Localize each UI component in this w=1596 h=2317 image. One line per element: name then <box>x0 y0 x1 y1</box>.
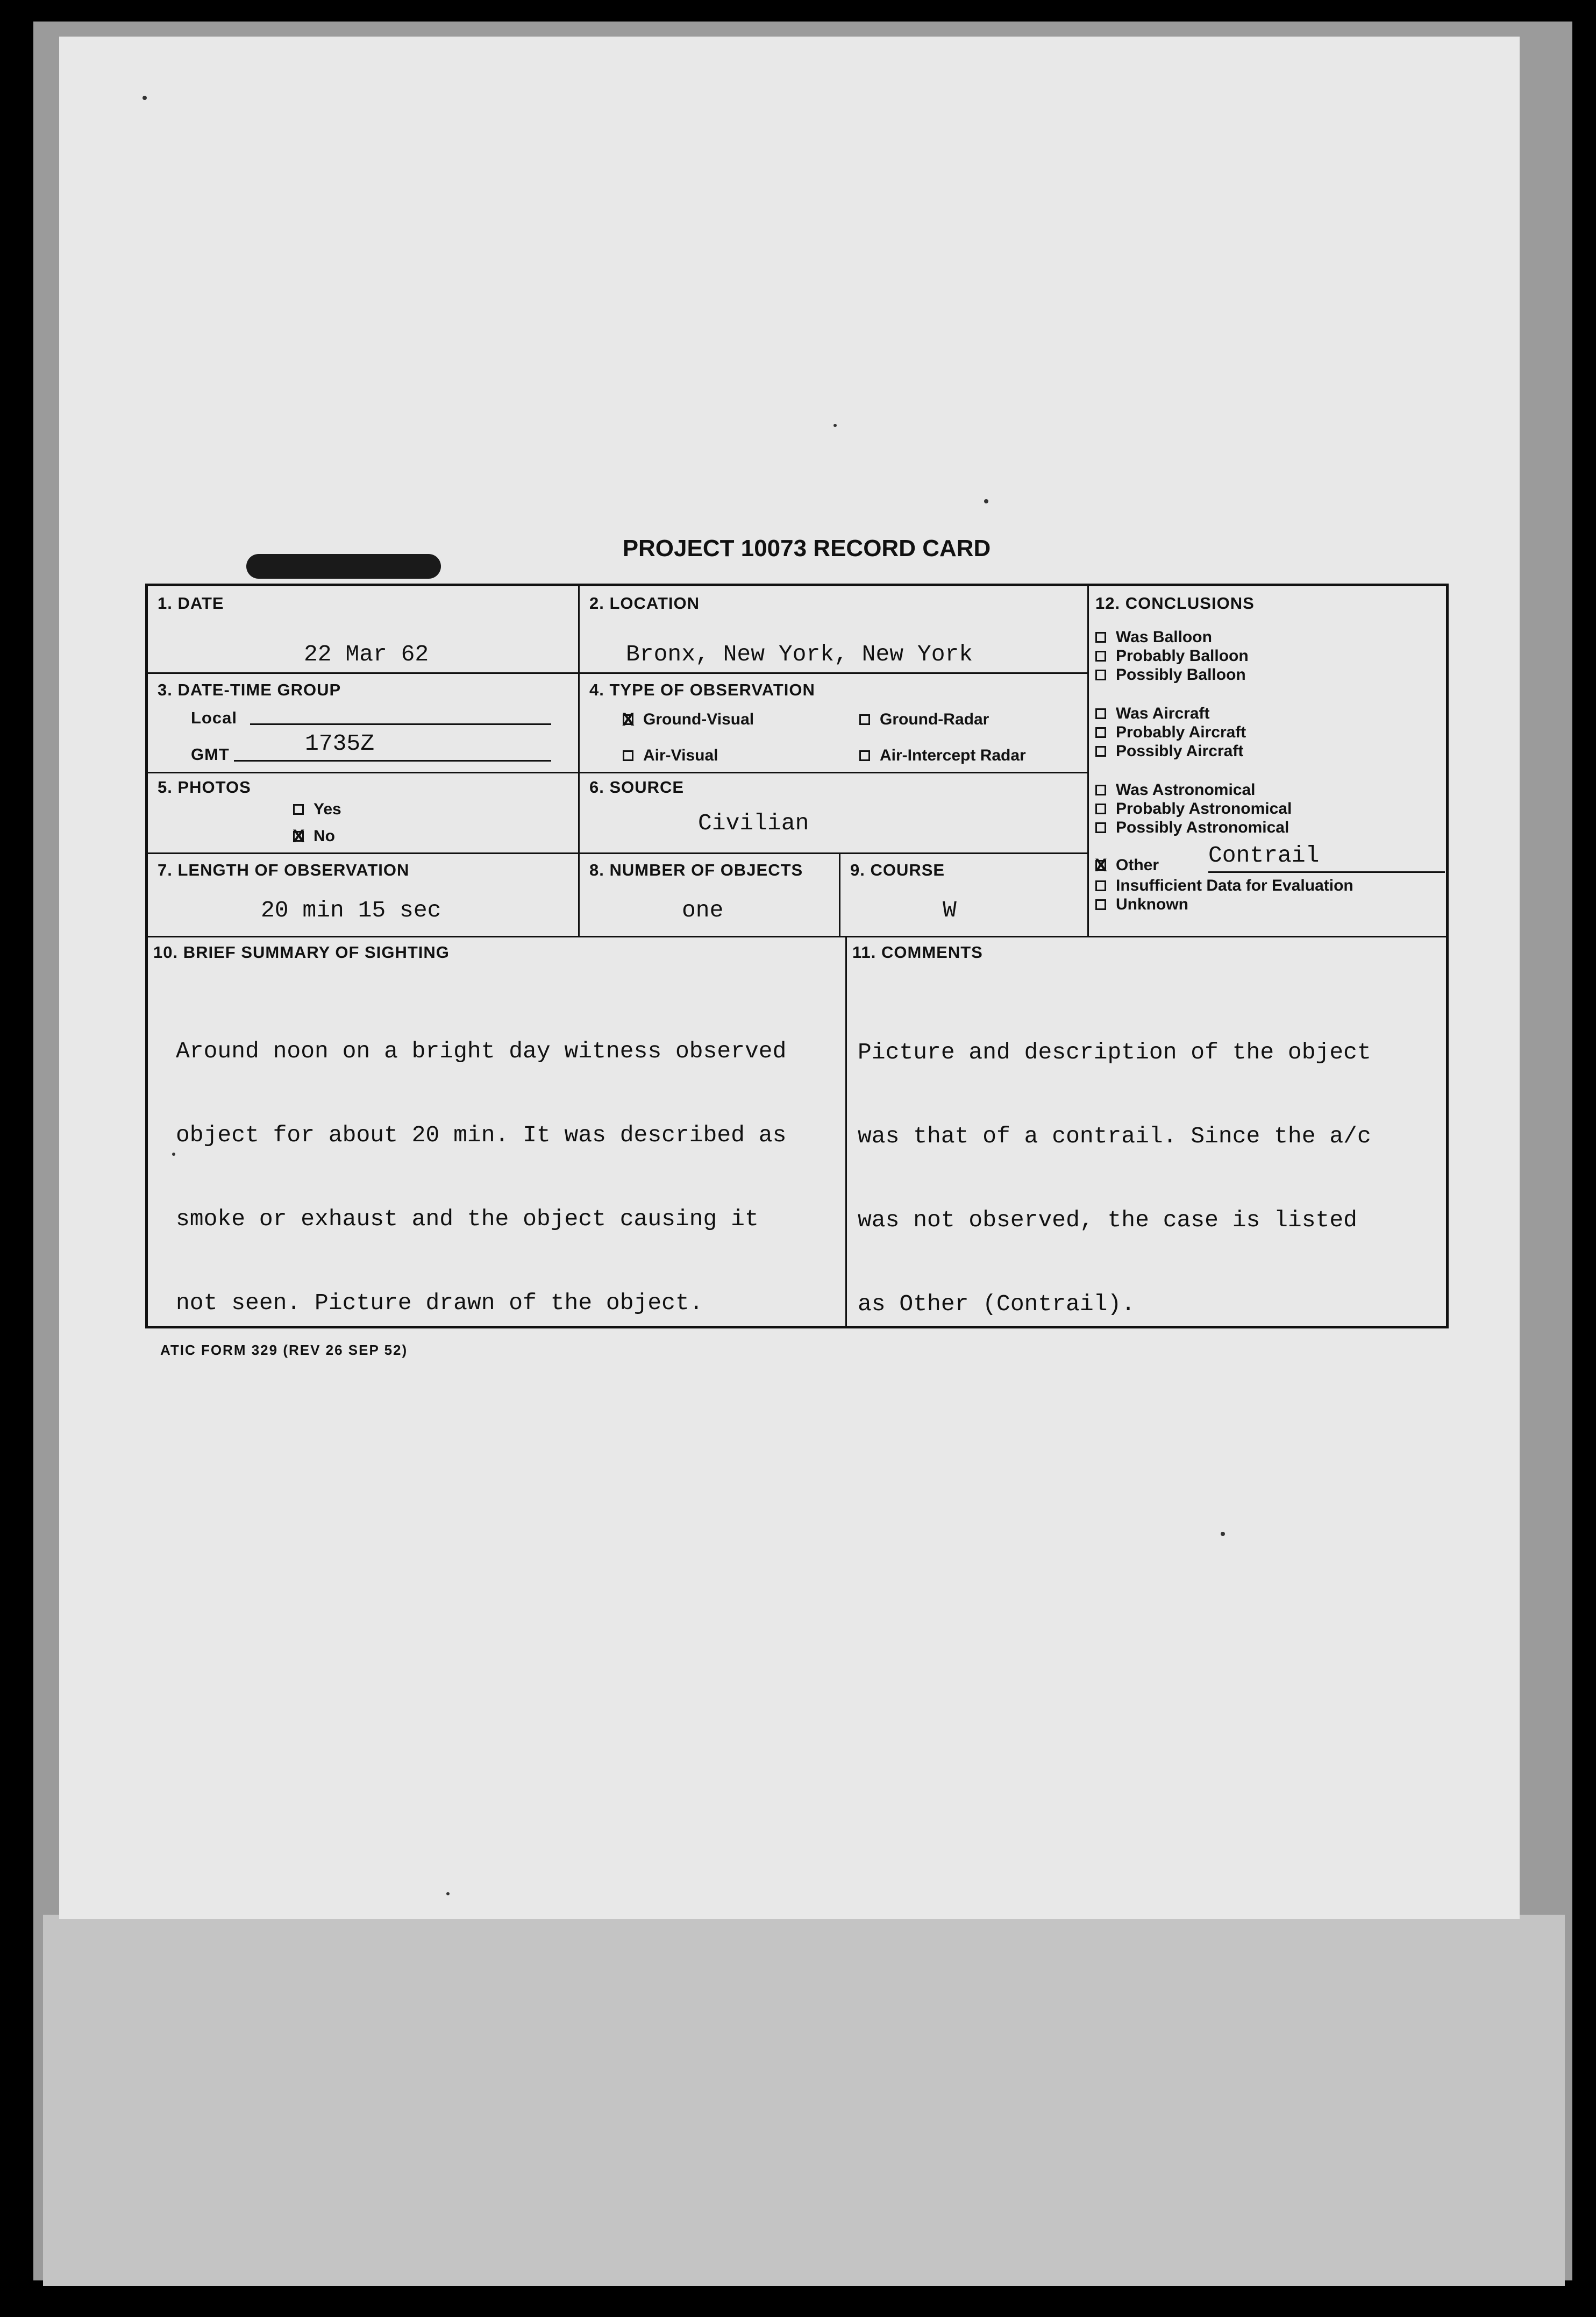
date-label: 1. DATE <box>158 594 224 613</box>
option-label: Probably Aircraft <box>1116 723 1246 741</box>
option-label: Ground-Radar <box>880 710 989 728</box>
comments-line: was not observed, the case is listed <box>858 1207 1357 1233</box>
option-label: Ground-Visual <box>643 710 754 728</box>
number-of-objects-label: 8. NUMBER OF OBJECTS <box>589 861 803 879</box>
comments-line: as Other (Contrail). <box>858 1291 1136 1317</box>
dust-speck <box>1221 1532 1225 1536</box>
option-no <box>293 827 335 845</box>
conclusion-probably-astronomical <box>1095 800 1292 818</box>
conclusion-unknown <box>1095 895 1188 914</box>
option-label: Air-Intercept Radar <box>880 747 1026 764</box>
summary-line: object for about 20 min. It was described as <box>176 1122 787 1148</box>
option-label: Unknown <box>1116 895 1188 913</box>
option-air-intercept-radar <box>859 747 1026 765</box>
option-yes <box>293 800 341 819</box>
option-ground-visual <box>623 710 754 729</box>
redaction-mark <box>246 554 441 579</box>
brief-summary-text <box>176 982 786 1373</box>
checkbox-checked-icon <box>623 714 633 725</box>
other-label: Other <box>1116 856 1159 874</box>
conclusion-possibly-balloon <box>1095 666 1246 684</box>
checkbox-icon <box>1095 632 1106 643</box>
dust-speck <box>984 499 988 503</box>
option-label: Possibly Aircraft <box>1116 742 1244 760</box>
gmt-label: GMT <box>191 745 230 764</box>
option-label: No <box>314 827 335 845</box>
option-label: Was Aircraft <box>1116 705 1210 722</box>
option-label: Insufficient Data for Evaluation <box>1116 877 1353 894</box>
date-time-group-cell <box>148 672 578 772</box>
option-label: Was Astronomical <box>1116 781 1256 799</box>
course-value: W <box>943 897 957 923</box>
conclusion-other <box>1095 856 1159 875</box>
photos-label: 5. PHOTOS <box>158 778 251 797</box>
conclusions-label: 12. CONCLUSIONS <box>1095 594 1255 613</box>
local-label: Local <box>191 708 237 727</box>
comments-text <box>858 983 1371 1374</box>
conclusion-possibly-aircraft <box>1095 742 1243 761</box>
date-cell <box>148 586 578 672</box>
brief-summary-cell <box>148 936 845 1328</box>
checkbox-icon <box>1095 785 1106 795</box>
checkbox-icon <box>1095 708 1106 719</box>
dust-speck <box>833 424 837 427</box>
comments-label: 11. COMMENTS <box>852 943 983 962</box>
option-label: Probably Balloon <box>1116 647 1249 665</box>
comments-line: Picture and description of the object <box>858 1039 1371 1065</box>
checkbox-icon <box>1095 822 1106 833</box>
option-label: Probably Astronomical <box>1116 800 1292 818</box>
location-label: 2. LOCATION <box>589 594 700 613</box>
other-underline <box>1208 871 1445 873</box>
checkbox-icon <box>1095 746 1106 757</box>
checkbox-checked-icon <box>1095 860 1106 871</box>
dust-speck <box>142 96 147 100</box>
record-card-form <box>145 584 1449 1328</box>
checkbox-icon <box>623 750 633 761</box>
course-label: 9. COURSE <box>850 861 945 879</box>
date-time-group-label: 3. DATE-TIME GROUP <box>158 680 341 699</box>
option-air-visual <box>623 747 718 765</box>
length-of-observation-label: 7. LENGTH OF OBSERVATION <box>158 861 410 879</box>
conclusion-was-balloon <box>1095 628 1212 646</box>
summary-line: not seen. Picture drawn of the object. <box>176 1290 703 1316</box>
location-value: Bronx, New York, New York <box>626 641 973 667</box>
brief-summary-label: 10. BRIEF SUMMARY OF SIGHTING <box>153 943 450 962</box>
date-value: 22 Mar 62 <box>304 641 429 667</box>
checkbox-icon <box>1095 804 1106 814</box>
checkbox-icon <box>859 714 870 725</box>
conclusion-was-aircraft <box>1095 705 1210 723</box>
length-of-observation-value: 20 min 15 sec <box>261 897 441 923</box>
type-of-observation-cell <box>578 672 1087 772</box>
number-of-objects-value: one <box>682 897 724 923</box>
conclusion-probably-aircraft <box>1095 723 1246 742</box>
source-cell <box>578 772 1087 852</box>
length-of-observation-cell <box>148 852 578 936</box>
checkbox-icon <box>1095 651 1106 662</box>
checkbox-icon <box>1095 727 1106 738</box>
checkbox-icon <box>1095 880 1106 891</box>
comments-line: was that of a contrail. Since the a/c <box>858 1123 1371 1149</box>
type-of-observation-label: 4. TYPE OF OBSERVATION <box>589 680 815 699</box>
comments-cell <box>845 936 1449 1328</box>
dust-speck <box>446 1892 450 1895</box>
checkbox-icon <box>293 804 304 815</box>
checkbox-checked-icon <box>293 831 304 842</box>
conclusion-probably-balloon <box>1095 647 1249 665</box>
option-label: Air-Visual <box>643 747 718 764</box>
option-label: Yes <box>314 800 341 818</box>
conclusion-insufficient-data <box>1095 877 1353 895</box>
checkbox-icon <box>859 750 870 761</box>
location-cell <box>578 586 1087 672</box>
option-label: Possibly Balloon <box>1116 666 1246 684</box>
source-value: Civilian <box>698 810 809 836</box>
lower-sheet <box>43 1915 1565 2286</box>
conclusion-possibly-astronomical <box>1095 819 1289 837</box>
card-title: PROJECT 10073 RECORD CARD <box>622 535 991 562</box>
option-label: Possibly Astronomical <box>1116 819 1289 836</box>
other-value: Contrail <box>1208 842 1320 869</box>
conclusions-cell <box>1087 586 1449 936</box>
summary-line: smoke or exhaust and the object causing it <box>176 1206 759 1232</box>
gmt-value: 1735Z <box>305 730 375 757</box>
conclusion-was-astronomical <box>1095 781 1256 799</box>
checkbox-icon <box>1095 899 1106 910</box>
summary-line: Around noon on a bright day witness observed <box>176 1038 787 1064</box>
local-underline <box>250 723 551 725</box>
option-ground-radar <box>859 710 989 729</box>
number-of-objects-cell <box>578 852 839 936</box>
checkbox-icon <box>1095 670 1106 680</box>
course-cell <box>839 852 1087 936</box>
source-label: 6. SOURCE <box>589 778 685 797</box>
option-label: Was Balloon <box>1116 628 1212 646</box>
photos-cell <box>148 772 578 852</box>
gmt-underline <box>234 760 551 762</box>
form-number: ATIC FORM 329 (REV 26 SEP 52) <box>160 1342 408 1358</box>
